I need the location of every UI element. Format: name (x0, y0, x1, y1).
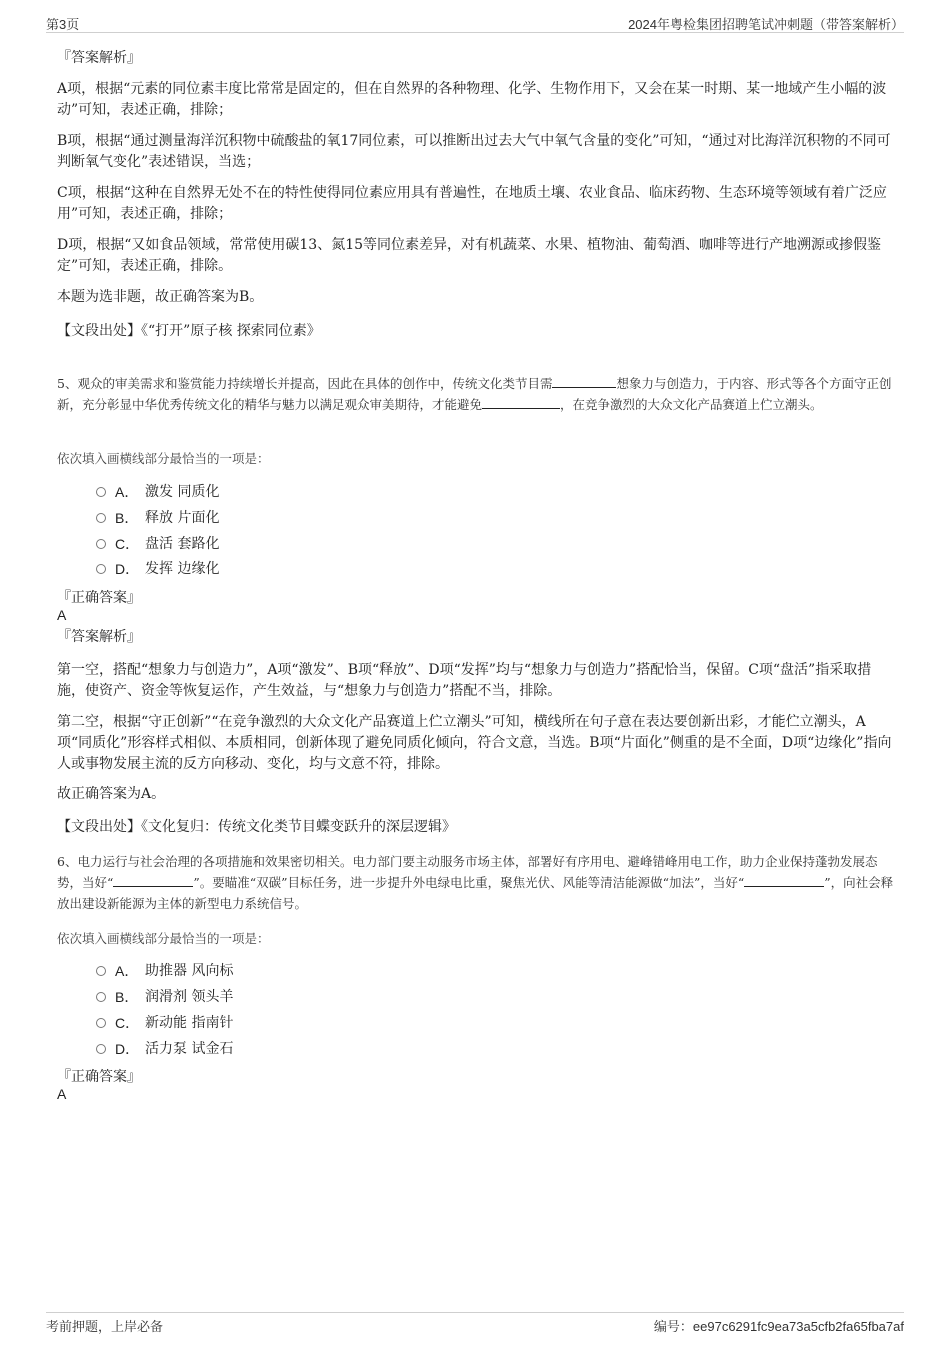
q5-stem-part2: 想象力与创造力，于内容、形式等各个方面守正创新，充分彰显中华优秀传统文化的精华与魅力以满足观众审美期待，才能避免 (57, 376, 892, 412)
q6-stem-part1: 6、电力运行与社会治理的各项措施和效果密切相关。电力部门要主动服务市场主体，部署好有序用电、避峰错峰用电工作，助力企业保持蓬勃发展态势，当好“ (57, 854, 878, 890)
q6-option-d[interactable]: D． 活力泵 试金石 (96, 1039, 233, 1059)
q5-option-b[interactable]: B． 释放 片面化 (96, 508, 219, 528)
page-header (46, 12, 904, 33)
q5-analysis-1: 第一空，搭配“想象力与创造力”，A项“激发”、B项“释放”、D项“发挥”均与“想象力与创造力”搭配恰当，保留。C项“盘活”指采取措施，使资产、资金等恢复运作，产生效益，与“想象力与创造力”搭配不当，排除。 (57, 662, 872, 699)
q6-blank-1 (113, 872, 193, 887)
q5-conclusion: 故正确答案为A。 (57, 786, 166, 802)
q5-option-d[interactable]: D． 发挥 边缘化 (96, 559, 219, 579)
q5-blank-1 (552, 373, 616, 388)
q4-analysis-a: A项，根据“元素的同位素丰度比常常是固定的，但在自然界的各种物理、化学、生物作用下，又会在某一时期、某一地域产生小幅的波动”可知，表述正确，排除； (57, 81, 887, 118)
q6-stem-part3: ”，向社会释放出建设新能源为主体的新型电力系统信号。 (57, 875, 894, 911)
q5-prompt: 依次填入画横线部分最恰当的一项是： (57, 451, 270, 466)
q5-stem-part1: 5、观众的审美需求和鉴赏能力持续增长并提高，因此在具体的创作中，传统文化类节目需 (57, 376, 553, 391)
q6-stem (57, 851, 897, 914)
q6-option-b[interactable]: B． 润滑剂 领头羊 (96, 987, 233, 1007)
radio-icon[interactable] (96, 487, 106, 497)
q4-analysis-b: B项，根据“通过测量海洋沉积物中硫酸盐的氧17同位素，可以推断出过去大气中氧气含量的变化”可知，“通过对比海洋沉积物的不同可判断氧气变化”表述错误，当选； (57, 133, 891, 170)
q5-answer: A (57, 607, 67, 623)
q6-option-c[interactable]: C． 新动能 指南针 (96, 1013, 233, 1033)
q6-prompt: 依次填入画横线部分最恰当的一项是： (57, 931, 270, 946)
analysis-label: 『答案解析』 (57, 50, 141, 66)
q4-analysis-d: D项，根据“又如食品领域，常常使用碳13、氮15等同位素差异，对有机蔬菜、水果、植物油、葡萄酒、咖啡等进行产地溯源或掺假鉴定”可知，表述正确，排除。 (57, 237, 882, 274)
correct-answer-label: 『正确答案』 (57, 590, 141, 606)
q5-analysis-2: 第二空，根据“守正创新”“在竞争激烈的大众文化产品赛道上伫立潮头”可知，横线所在句子意在表达要创新出彩，才能伫立潮头，A项“同质化”形容样式相似、本质相同，创新体现了避免同质化倾向，符合文意，当选。B项“片面化”侧重的是不全面，D项“边缘化”指向人或事物发展主流的反方向移动、变化，均与文意不符，排除。 (57, 714, 892, 772)
q5-source: 【文段出处】《文化复归：传统文化类节目蝶变跃升的深层逻辑》 (57, 819, 456, 835)
footer-slogan: 考前押题，上岸必备 (46, 1319, 164, 1334)
q4-source: 【文段出处】《“打开”原子核 探索同位素》 (57, 323, 321, 339)
q5-stem (57, 373, 897, 415)
q6-stem-part2: ”。要瞄准“双碳”目标任务，进一步提升外电绿电比重，聚焦光伏、风能等清洁能源做“加法”，当好“ (193, 875, 745, 890)
radio-icon[interactable] (96, 539, 106, 549)
radio-icon[interactable] (96, 992, 106, 1002)
q4-analysis-c: C项，根据“这种在自然界无处不在的特性使得同位素应用具有普遍性，在地质土壤、农业食品、临床药物、生态环境等领域有着广泛应用”可知，表述正确，排除； (57, 185, 887, 222)
radio-icon[interactable] (96, 513, 106, 523)
q5-option-c[interactable]: C． 盘活 套路化 (96, 534, 219, 554)
document-code: 编号：ee97c6291fc9ea73a5cfb2fa65fba7af (653, 1319, 904, 1334)
analysis-label: 『答案解析』 (57, 629, 141, 645)
q5-blank-2 (482, 394, 560, 409)
radio-icon[interactable] (96, 1018, 106, 1028)
q4-conclusion: 本题为选非题，故正确答案为B。 (57, 289, 264, 305)
q5-stem-part3: ，在竞争激烈的大众文化产品赛道上伫立潮头。 (560, 397, 823, 412)
radio-icon[interactable] (96, 564, 106, 574)
q6-answer: A (57, 1086, 67, 1102)
page-number: 第3页 (46, 17, 80, 32)
q6-option-a[interactable]: A． 助推器 风向标 (96, 961, 233, 981)
correct-answer-label: 『正确答案』 (57, 1069, 141, 1085)
q5-option-a[interactable]: A． 激发 同质化 (96, 482, 219, 502)
page-footer (46, 1312, 904, 1335)
radio-icon[interactable] (96, 1044, 106, 1054)
radio-icon[interactable] (96, 966, 106, 976)
q6-blank-2 (744, 872, 824, 887)
document-title: 2024年粤检集团招聘笔试冲刺题（带答案解析） (628, 17, 904, 32)
